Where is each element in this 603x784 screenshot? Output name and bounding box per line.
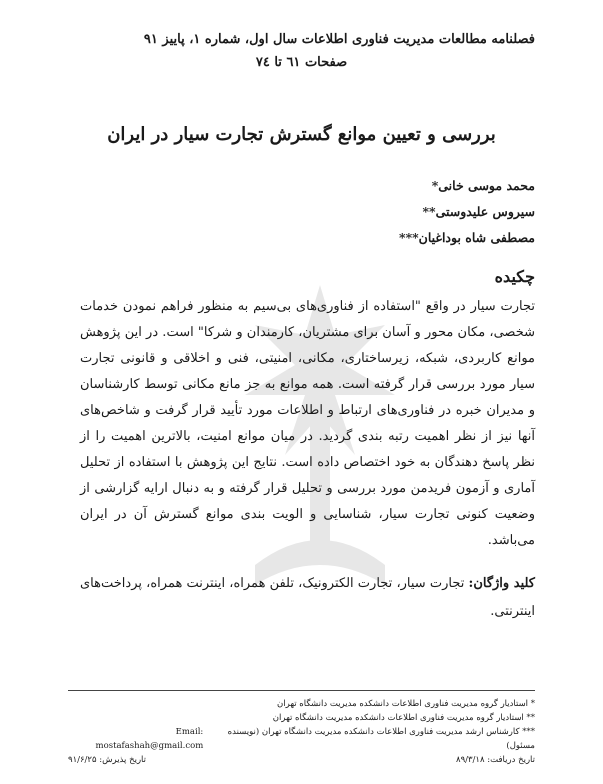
- abstract-text: تجارت سیار در واقع "استفاده از فناوری‌های بی‌سیم به منظور فراهم نمودن خدمات شخصی، مکان محور و آسان برای مشتریان، کارمندان و شرکا" است. در این پژوهش موانع کاربردی، شبکه، زیرساختاری، مکانی، امنیتی، فنی و اخلاقی و قانونی تجارت سیار مورد بررسی قرار گرفته است. همه موانع به جز مانع مکانی توسط کارشناسان و مدیران خبره در فناوری‌های ارتباط و اطلاعات مورد تأیید قرار گرفت و شاخص‌های آنها نیز از نظر اهمیت رتبه بندی گردید. در میان موانع امنیت، بالاترین اهمیت را از نظر پاسخ دهندگان به خود اختصاص داده است. نتایج این پژوهش با استفاده از تحلیل آماری و آزمون فریدمن مورد بررسی و تحلیل قرار گرفته و به دنبال ارایه گزارشی از وضعیت کنونی تجارت سیار، شناسایی و الویت بندی موانع گسترش آن در ایران می‌باشد.: [80, 299, 535, 548]
- page-range: صفحات ٦١ تا ٧٤: [255, 55, 348, 70]
- footnote-1: * استادیار گروه مدیریت فناوری اطلاعات دانشکده مدیریت دانشگاه تهران: [277, 699, 535, 709]
- journal-header: فصلنامه مطالعات مدیریت فناوری اطلاعات سال اول، شماره ۱، پاییز ۹۱: [143, 32, 535, 47]
- footnote-divider: [68, 690, 535, 691]
- abstract-heading: چکیده: [494, 267, 535, 286]
- keywords-label: کلید واژگان:: [468, 576, 535, 591]
- footnote-2: ** استادیار گروه مدیریت فناوری اطلاعات دانشکده مدیریت دانشگاه تهران: [272, 713, 535, 723]
- author-email: Email: mostafashah@gmail.com: [95, 727, 204, 751]
- received-date: تاریخ دریافت: ۸۹/۳/۱۸: [456, 755, 535, 765]
- footnote-3: *** کارشناس ارشد مدیریت فناوری اطلاعات دانشکده مدیریت دانشگاه تهران (نویسنده مسئول): [227, 727, 535, 751]
- keywords-text: تجارت سیار، تجارت الکترونیک، تلفن همراه، اینترنت همراه، پرداخت‌های اینترنتی.: [80, 576, 535, 619]
- author-2: سیروس علیدوستی**: [422, 204, 535, 219]
- dates-row: [68, 753, 535, 767]
- author-list: [399, 178, 535, 256]
- accepted-date: تاریخ پذیرش: ۹۱/۶/۲۵: [68, 755, 147, 765]
- author-3: مصطفی شاه بوداغیان***: [399, 230, 535, 245]
- author-1: محمد موسی خانی*: [431, 178, 535, 193]
- article-title: بررسی و تعیین موانع گسترش تجارت سیار در ایران: [107, 124, 496, 145]
- footnote-3-row: [68, 725, 535, 753]
- footnotes: [68, 697, 535, 767]
- keywords: [80, 570, 535, 626]
